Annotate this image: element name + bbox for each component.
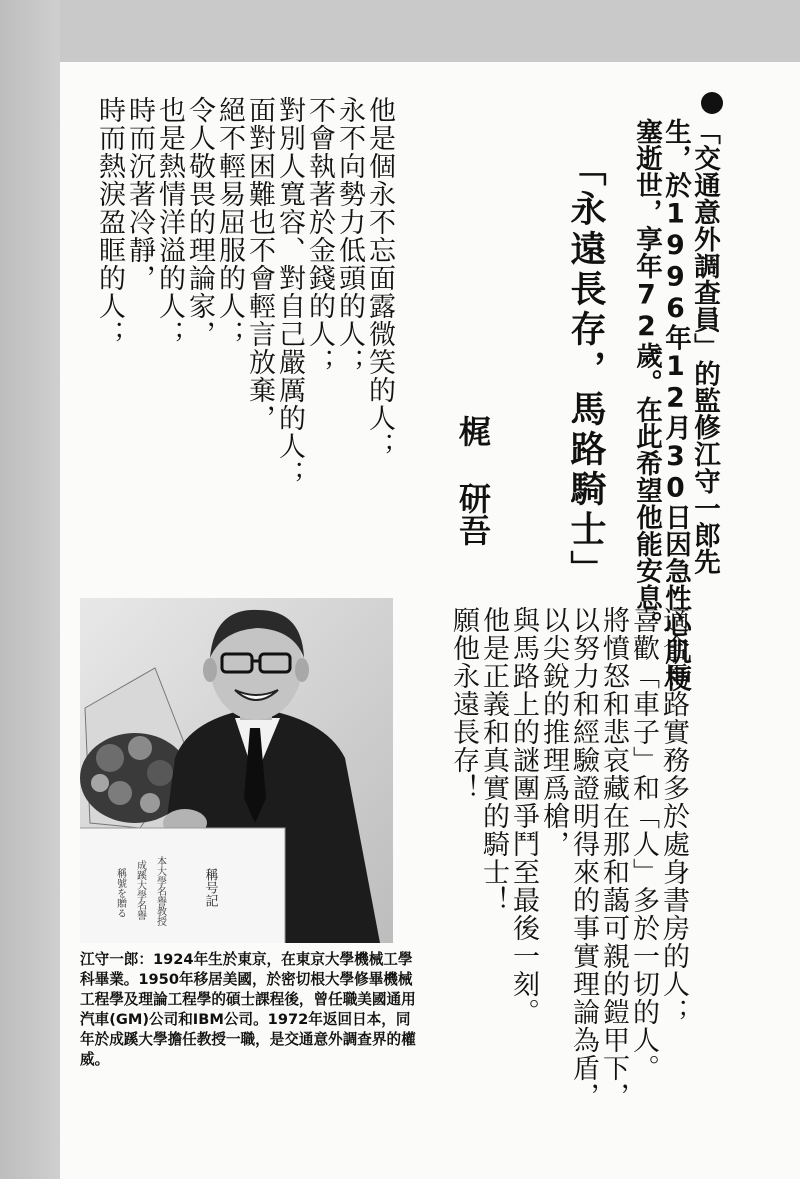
author-surname: 梶	[454, 415, 492, 447]
poem-line: 與馬路上的謎團爭鬥至最後一刻。	[508, 606, 539, 1026]
intro-line: 塞逝世，享年72歲。在此希望他能安息。	[631, 118, 662, 639]
poem-line: 喜歡「車子」和「人」多於一切的人。	[628, 606, 659, 1082]
poem-line: 面對困難也不會輕言放棄，	[244, 96, 275, 432]
poem-line: 時而熱淚盈眶的人；	[94, 96, 125, 348]
page-gutter	[0, 0, 60, 1179]
author-given-name: 研吾	[454, 482, 492, 546]
photo-caption: 江守一郎：1924年生於東京，在東京大學機械工學科畢業。1950年移居美國，於密切根大學修畢機械工程學及理論工程學的碩士課程後，曾任職美國通用汽車(GM)公司和IBM公司。1972年返回日本，同年於成蹊大學擔任教授一職，是交通意外調查界的權威。	[80, 951, 416, 1068]
portrait-illustration	[80, 598, 393, 943]
bullet-icon	[701, 92, 723, 114]
poem-left	[94, 96, 394, 488]
poem-line: 永不向勢力低頭的人；	[334, 96, 365, 376]
poem-line: 不會執著於金錢的人；	[304, 96, 335, 376]
page-title: 「永遠長存，馬路騎士」	[565, 150, 606, 590]
poem-right	[448, 606, 688, 1110]
poem-line: 絕不輕易屈服的人；	[214, 96, 245, 348]
poem-line: 也是熱情洋溢的人；	[154, 96, 185, 348]
poem-line: 願他永遠長存！	[448, 606, 479, 802]
poem-line: 對別人寬容、對自己嚴厲的人；	[274, 96, 305, 488]
certificate-line: 稱號を贈る	[114, 868, 126, 918]
poem-line: 將憤怒和悲哀藏在那和藹可親的鎧甲下，	[598, 606, 629, 1110]
poem-line: 以尖銳的推理爲槍，	[538, 606, 569, 858]
certificate-line: 本大學名譽教授	[154, 856, 166, 926]
certificate	[80, 828, 285, 943]
poem-line: 適合馬路實務多於處身書房的人；	[658, 606, 689, 1026]
intro-line: 生，於1996年12月30日因急性心肌梗	[660, 118, 691, 692]
intro-line: 「交通意外調查員」的監修江守一郎先	[689, 118, 720, 576]
poem-line: 他是個永不忘面露微笑的人；	[364, 96, 395, 460]
poem-line: 令人敬畏的理論家，	[184, 96, 215, 348]
poem-line: 以努力和經驗證明得來的事實理論為盾，	[568, 606, 599, 1110]
poem-line: 時而沉著冷靜，	[124, 96, 155, 292]
certificate-line: 成蹊大學名譽	[134, 860, 146, 920]
certificate-title: 稱号記	[202, 868, 218, 907]
poem-line: 他是正義和真實的騎士！	[478, 606, 509, 914]
portrait-photo	[80, 598, 393, 943]
